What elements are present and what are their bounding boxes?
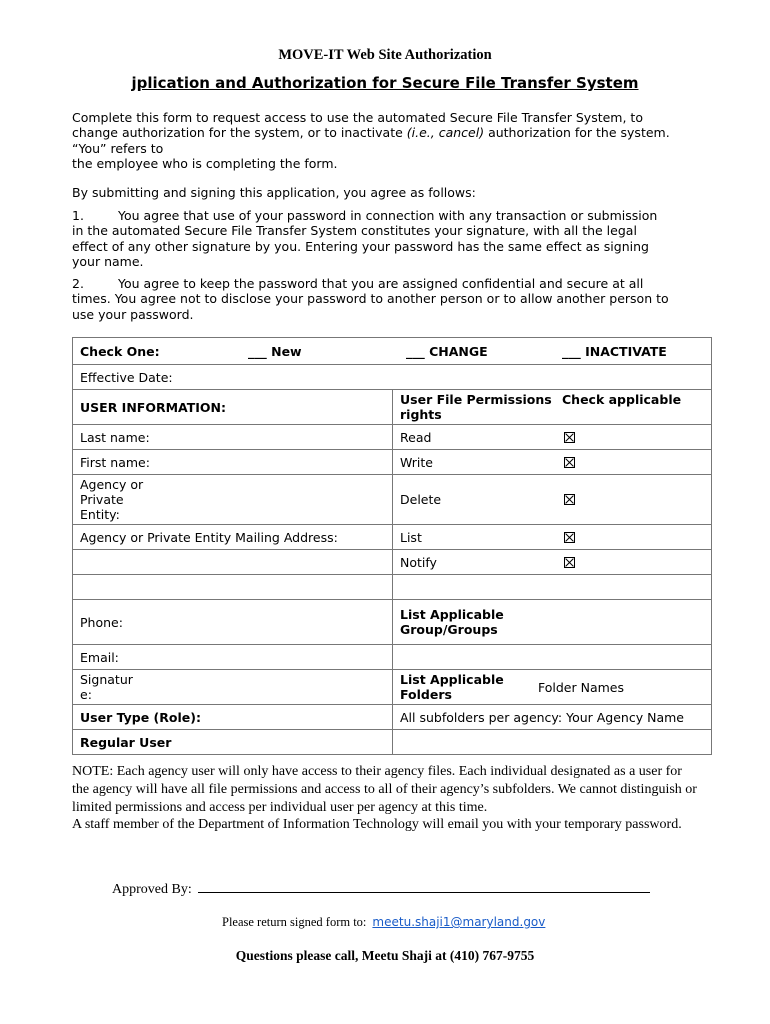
last-name-field[interactable]: Last name: xyxy=(73,425,393,450)
signature-field[interactable] xyxy=(73,670,393,705)
blank-field[interactable] xyxy=(73,575,393,600)
form-subtitle: jplication and Authorization for Secure File Transfer System xyxy=(131,74,639,92)
agreement-intro: By submitting and signing this application, you agree as follows: xyxy=(72,185,476,200)
check-applicable-label: Check applicable xyxy=(562,392,682,407)
option-new[interactable]: ___ New xyxy=(248,343,302,359)
mailing-address-field[interactable]: Agency or Private Entity Mailing Address: xyxy=(73,525,393,550)
groups-value[interactable] xyxy=(393,645,712,670)
email-link[interactable]: meetu.shaji1@maryland.gov xyxy=(372,915,546,929)
checkbox-icon[interactable] xyxy=(564,532,575,543)
note-text-1: NOTE: Each agency user will only have access to their agency files. Each individual designated as a user for the agency will have all file permissions and access to all of their agency’s subfolders. We cannot distinguish or limited permissions and access per individual user per agency at this time. xyxy=(72,764,697,815)
checkbox-icon[interactable] xyxy=(564,557,575,568)
perm-label: Read xyxy=(400,429,432,445)
subfolders-text: All subfolders per agency: Your Agency Name xyxy=(393,705,712,730)
option-change[interactable]: ___ CHANGE xyxy=(406,343,488,359)
user-info-heading: USER INFORMATION: xyxy=(73,390,393,425)
item-text: You agree to keep the password that you are assigned confidential and secure at all times. You agree not to disclose your password to another person or to allow another person to use your password. xyxy=(72,276,669,322)
return-label: Please return signed form to: xyxy=(222,915,367,929)
signature-label: Signatur e: xyxy=(80,672,133,702)
perm-row-notify xyxy=(393,550,712,575)
email-field[interactable]: Email: xyxy=(73,645,393,670)
intro-paragraph xyxy=(72,110,672,171)
note-text-2: A staff member of the Department of Information Technology will email you with your temporary password. xyxy=(72,817,682,833)
permissions-heading xyxy=(393,390,712,425)
groups-label: List Applicable Group/Groups xyxy=(400,607,504,637)
intro-text-italic: (i.e., cancel) xyxy=(406,125,485,141)
note-paragraph xyxy=(72,763,697,834)
permissions-label: User File Permissions rights xyxy=(400,392,552,422)
perm-row-list xyxy=(393,525,712,550)
perm-label: Delete xyxy=(400,492,442,507)
agency-field[interactable] xyxy=(73,475,393,525)
perm-label: Write xyxy=(400,454,434,470)
intro-text-a: Complete this form to request access to use the automated Secure File Transfer System, to change authorization for the system, or to inactivate xyxy=(72,110,643,141)
checkbox-icon[interactable] xyxy=(564,432,575,443)
mailing-address-line[interactable] xyxy=(73,550,393,575)
item-text: You agree that use of your password in connection with any transaction or submission in the automated Secure File Transfer System constitutes your signature, with all the legal effect of any other signature by you. Entering your password has the same effect as signing your name. xyxy=(72,208,658,269)
approved-by-row xyxy=(112,880,650,898)
approved-by-label: Approved By: xyxy=(112,882,192,897)
agency-label: Agency or Private Entity: xyxy=(80,477,144,522)
perm-row-delete xyxy=(393,475,712,525)
perm-row-write xyxy=(393,450,712,475)
item-number: 1. xyxy=(72,208,84,223)
perm-label: List xyxy=(400,529,422,545)
perm-row-read xyxy=(393,425,712,450)
folders-row xyxy=(393,670,712,705)
check-one-label: Check One: xyxy=(80,343,160,359)
agreement-item-2 xyxy=(72,276,672,322)
item-number: 2. xyxy=(72,276,84,291)
authorization-form-table xyxy=(72,337,712,755)
questions-line: Questions please call, Meetu Shaji at (410) 767-9755 xyxy=(235,948,535,963)
effective-date-field[interactable]: Effective Date: xyxy=(73,365,712,390)
checkbox-icon[interactable] xyxy=(564,457,575,468)
approved-by-line[interactable] xyxy=(198,880,650,893)
regular-user-value: Regular User xyxy=(73,730,393,755)
blank-cell xyxy=(393,730,712,755)
check-one-row xyxy=(73,338,712,365)
agreement-item-1 xyxy=(72,208,672,269)
checkbox-icon[interactable] xyxy=(564,494,575,505)
folder-names-label: Folder Names xyxy=(538,679,624,695)
page-title: MOVE-IT Web Site Authorization xyxy=(278,47,492,63)
return-row xyxy=(222,915,545,930)
phone-field[interactable]: Phone: xyxy=(73,600,393,645)
blank-cell xyxy=(393,575,712,600)
option-inactivate[interactable]: ___ INACTIVATE xyxy=(562,343,667,359)
first-name-field[interactable]: First name: xyxy=(73,450,393,475)
perm-label: Notify xyxy=(400,554,437,570)
intro-text-c: the employee who is completing the form. xyxy=(72,155,338,171)
intro-text-b: authorization for the system. “You” refers to xyxy=(72,125,670,156)
groups-heading xyxy=(393,600,712,645)
user-type-label: User Type (Role): xyxy=(73,705,393,730)
folders-label: List Applicable Folders xyxy=(400,672,504,702)
